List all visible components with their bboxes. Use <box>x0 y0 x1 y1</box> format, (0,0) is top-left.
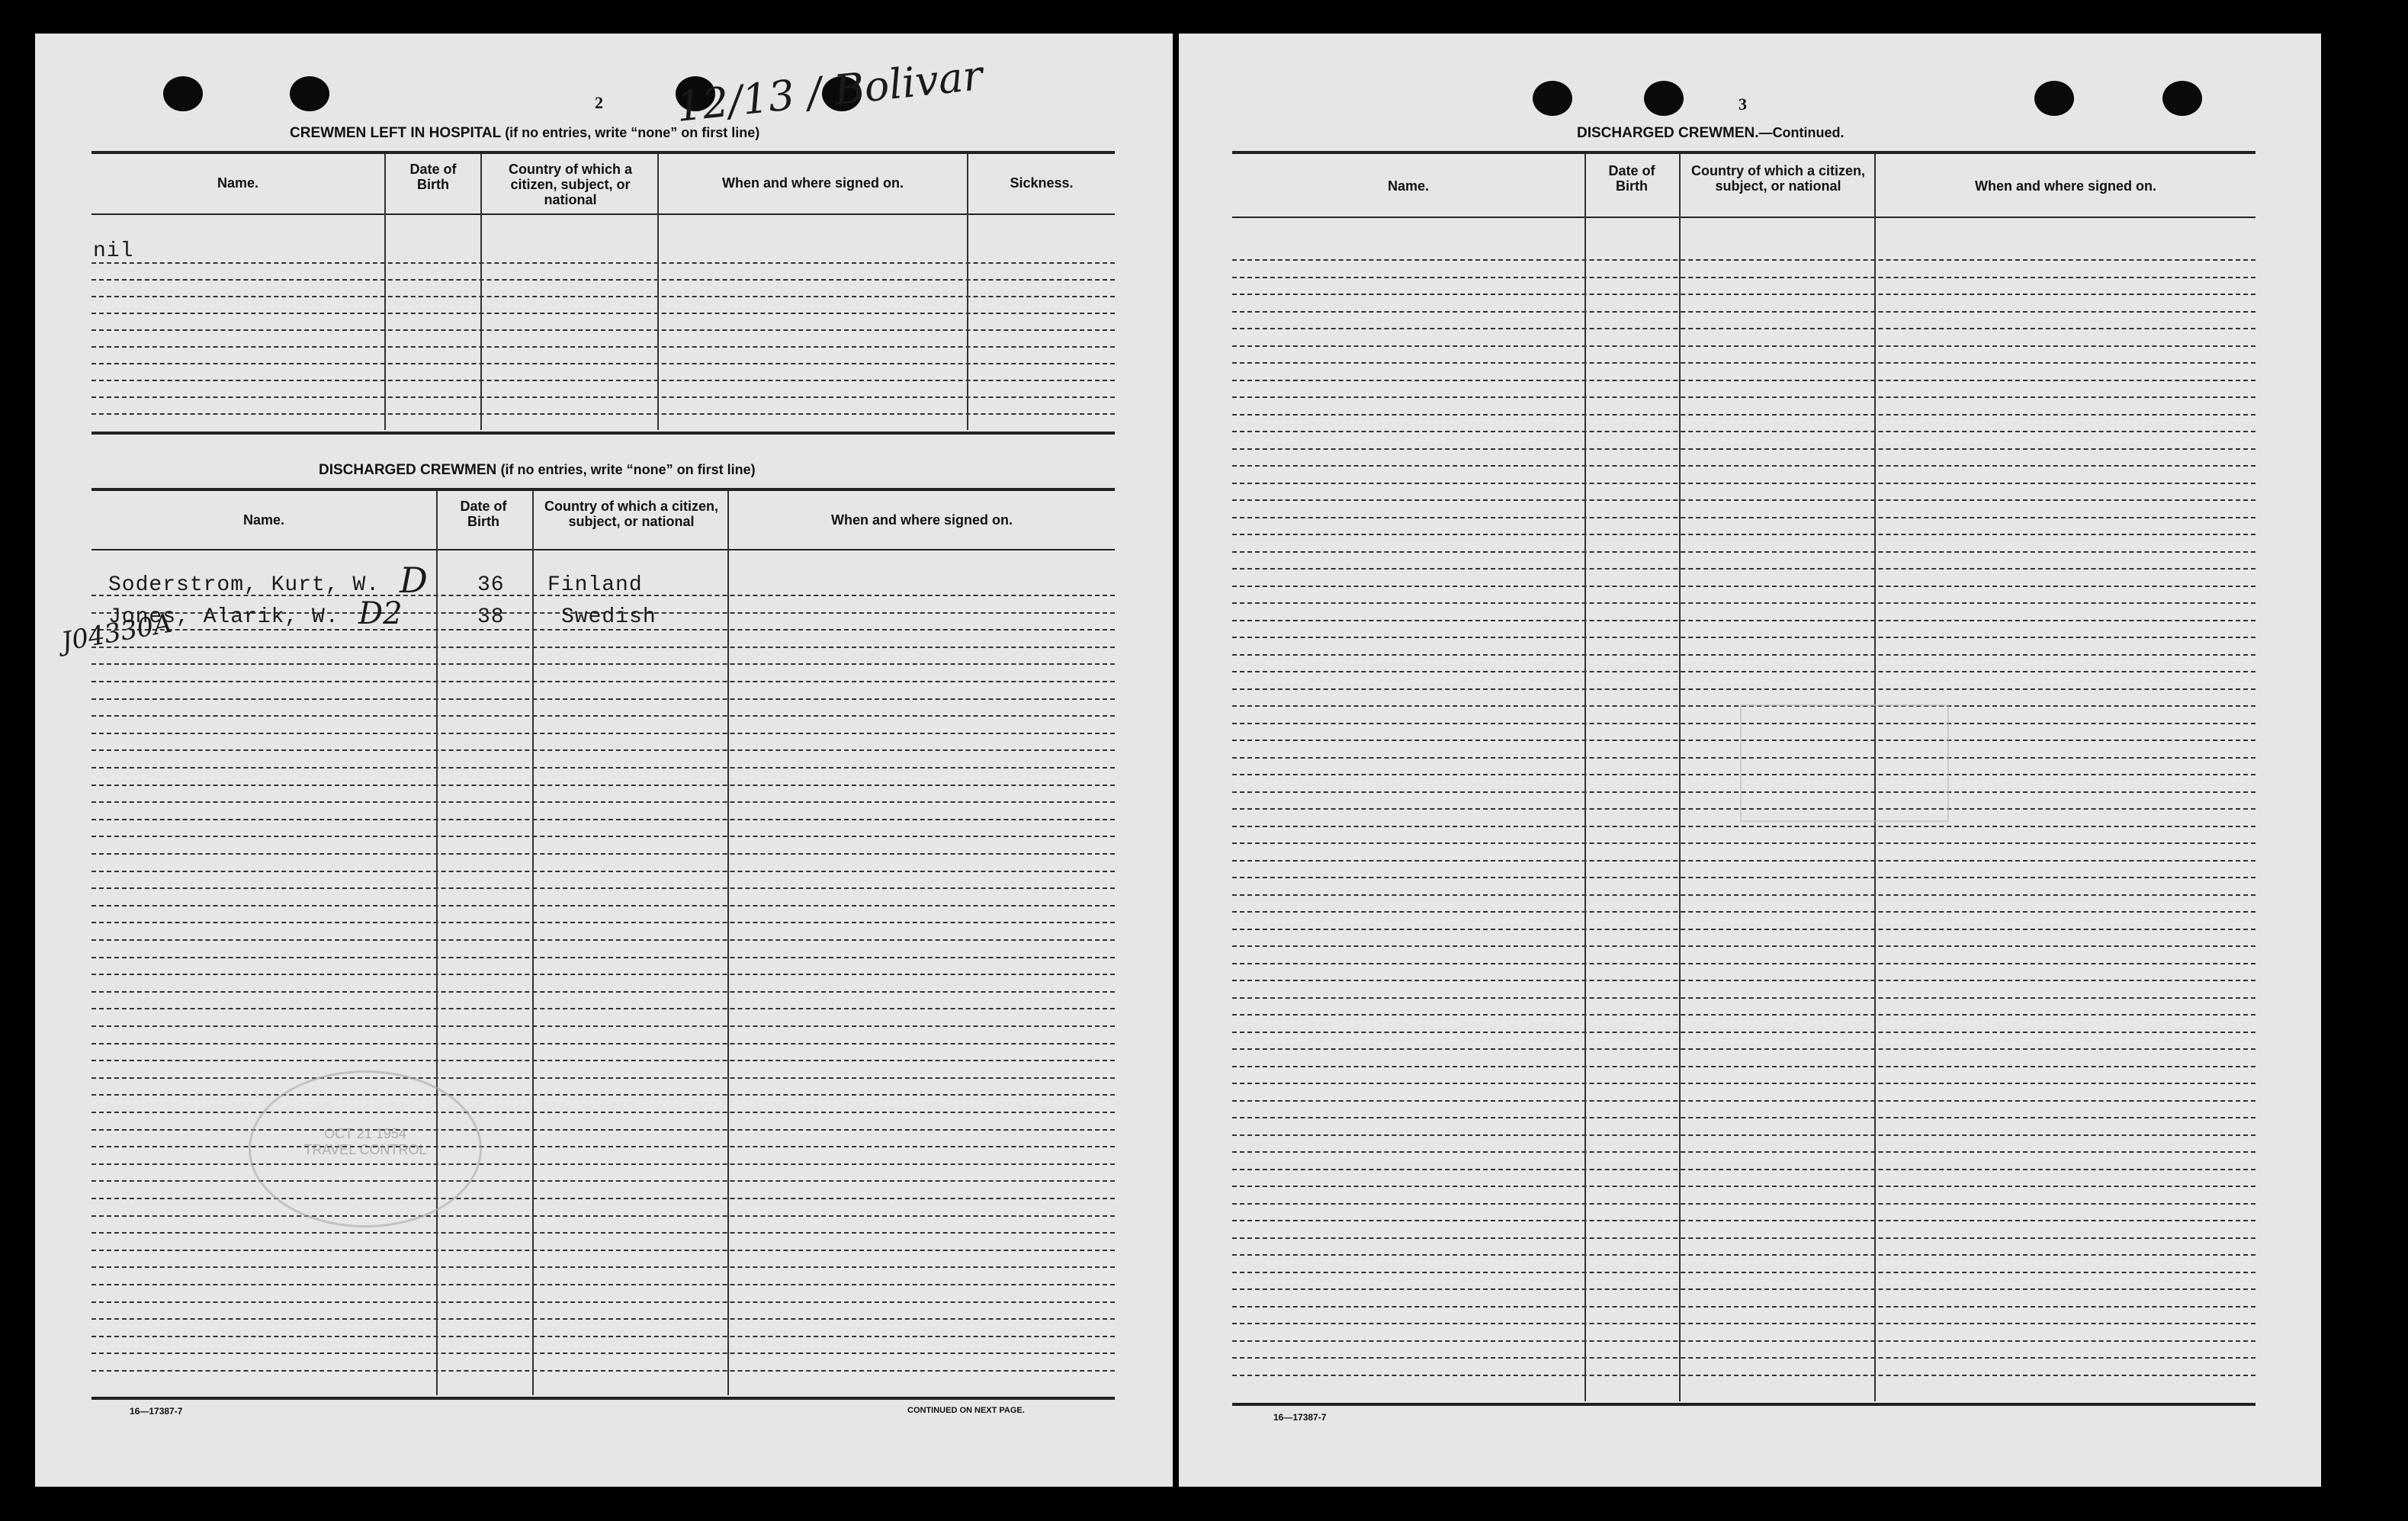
ruled-line <box>1232 602 2255 604</box>
header-bottom-rule <box>1232 217 2255 218</box>
ruled-line <box>1232 517 2255 518</box>
ruled-line <box>92 715 1115 717</box>
ruled-line <box>92 1266 1115 1268</box>
ruled-line <box>92 819 1115 820</box>
ruled-line <box>92 922 1115 923</box>
ruled-line <box>92 905 1115 907</box>
ruled-line <box>1232 380 2255 381</box>
ruled-line <box>1232 1203 2255 1205</box>
continued-note: CONTINUED ON NEXT PAGE. <box>907 1406 1025 1415</box>
ruled-line <box>92 1336 1115 1337</box>
ruled-line <box>92 957 1115 958</box>
ruled-line <box>92 663 1115 665</box>
ruled-line <box>92 1094 1115 1096</box>
ruled-line <box>1232 688 2255 690</box>
column-header-date-of-birth: Date of Birth <box>1608 163 1655 194</box>
column-divider <box>480 154 482 430</box>
ruled-line <box>1232 877 2255 878</box>
ruled-line <box>92 974 1115 975</box>
ruled-line <box>1232 620 2255 621</box>
crew-dob: 38 <box>477 605 505 629</box>
discharged-section-title: DISCHARGED CREWMEN (if no entries, write “none” on first line) <box>319 462 756 478</box>
left-page <box>35 34 1173 1487</box>
ruled-line <box>1232 1288 2255 1290</box>
column-header-signed-on: When and where signed on. <box>721 175 904 191</box>
ruled-line <box>1232 1014 2255 1016</box>
column-header-name: Name. <box>242 512 285 528</box>
column-divider <box>1584 154 1586 1401</box>
table-top-rule <box>92 488 1115 491</box>
ruled-line <box>1232 551 2255 553</box>
punch-hole <box>1533 81 1572 116</box>
ruled-line <box>92 1215 1115 1217</box>
ruled-line <box>92 346 1115 348</box>
column-header-date-of-birth: Date of Birth <box>460 499 507 529</box>
ruled-line <box>92 1250 1115 1251</box>
ruled-line <box>1232 311 2255 313</box>
ruled-line <box>92 1163 1115 1165</box>
ruled-line <box>1232 568 2255 570</box>
ruled-line <box>1232 1186 2255 1187</box>
ruled-line <box>92 1112 1115 1113</box>
ruled-line <box>92 1008 1115 1009</box>
ruled-line <box>1232 654 2255 656</box>
ruled-line <box>1232 465 2255 467</box>
table-bottom-rule <box>92 1397 1115 1400</box>
ruled-line <box>1232 448 2255 450</box>
column-divider <box>532 491 534 1395</box>
ruled-line <box>1232 671 2255 672</box>
ruled-line <box>92 853 1115 855</box>
ruled-line <box>92 1077 1115 1079</box>
ruled-line <box>1232 345 2255 347</box>
punch-hole <box>290 76 329 111</box>
ruled-line <box>1232 1066 2255 1067</box>
ruled-line <box>1232 826 2255 827</box>
table-top-rule <box>92 151 1115 154</box>
ruled-line <box>92 262 1115 264</box>
column-header-country: Country of which a citizen, subject, or national <box>509 162 632 207</box>
ruled-line <box>92 1301 1115 1303</box>
ruled-line <box>92 1232 1115 1234</box>
ruled-line <box>1232 1032 2255 1033</box>
ruled-line <box>1232 396 2255 398</box>
ruled-line <box>1232 414 2255 416</box>
ruled-line <box>92 413 1115 415</box>
ruled-line <box>1232 980 2255 981</box>
hospital-entry: nil <box>93 239 134 263</box>
column-header-signed-on: When and where signed on. <box>1974 178 2157 194</box>
ruled-line <box>92 991 1115 993</box>
ruled-line <box>92 939 1115 941</box>
ruled-line <box>1232 860 2255 862</box>
ruled-line <box>1232 1306 2255 1308</box>
ruled-line <box>92 887 1115 889</box>
crew-dob: 36 <box>477 573 505 597</box>
ruled-line <box>92 1198 1115 1199</box>
crew-country: Finland <box>547 573 643 597</box>
handwritten-ship-note: 12/13 / Bolivar <box>673 51 985 131</box>
ruled-line <box>1232 1100 2255 1102</box>
header-bottom-rule <box>92 549 1115 550</box>
hospital-section-title: CREWMEN LEFT IN HOSPITAL (if no entries, write “none” on first line) <box>290 125 760 141</box>
ruled-line <box>92 1025 1115 1027</box>
crew-name: Jones, Alarik, W. <box>108 605 339 629</box>
table-top-rule <box>1232 151 2255 154</box>
ruled-line <box>1232 1134 2255 1136</box>
ruled-line <box>92 1284 1115 1285</box>
ruled-line <box>1232 842 2255 844</box>
ruled-line <box>92 647 1115 648</box>
ruled-line <box>92 1370 1115 1372</box>
ruled-line <box>1232 277 2255 278</box>
ruled-line <box>1232 499 2255 501</box>
form-number: 16—17387-7 <box>1273 1412 1327 1423</box>
ruled-line <box>1232 1254 2255 1256</box>
faded-stamp: OCT 21 1954 TRAVEL CONTROL <box>249 1070 482 1227</box>
ruled-line <box>1232 1357 2255 1359</box>
ruled-line <box>1232 362 2255 364</box>
ruled-line <box>92 1043 1115 1044</box>
ruled-line <box>1232 963 2255 964</box>
ruled-line <box>1232 1272 2255 1273</box>
ruled-line <box>1232 483 2255 484</box>
punch-hole <box>1644 81 1684 116</box>
ruled-line <box>1232 328 2255 329</box>
punch-hole <box>2034 81 2074 116</box>
column-divider <box>1679 154 1681 1401</box>
column-header-sickness: Sickness. <box>1010 175 1074 191</box>
column-divider <box>384 154 386 430</box>
ruled-line <box>92 871 1115 872</box>
column-header-country: Country of which a citizen, subject, or national <box>544 499 718 529</box>
ruled-line <box>92 681 1115 682</box>
margin-note: J04330A <box>59 608 175 658</box>
ruled-line <box>92 1318 1115 1320</box>
ruled-line <box>92 1146 1115 1147</box>
punch-hole <box>2162 81 2202 116</box>
ruled-line <box>1232 911 2255 913</box>
ruled-line <box>1232 1375 2255 1376</box>
ruled-line <box>92 279 1115 281</box>
page-number: 2 <box>595 93 603 112</box>
ruled-line <box>92 313 1115 314</box>
ruled-line <box>1232 259 2255 261</box>
ruled-line <box>1232 1323 2255 1324</box>
table-bottom-rule <box>1232 1403 2255 1406</box>
column-header-date-of-birth: Date of Birth <box>409 162 457 192</box>
crew-name: Soderstrom, Kurt, W. <box>108 573 380 597</box>
column-divider <box>727 491 729 1395</box>
ruled-line <box>1232 1340 2255 1342</box>
ruled-line <box>92 749 1115 751</box>
crew-country: Swedish <box>561 605 657 629</box>
column-divider <box>436 491 438 1395</box>
ruled-line <box>92 396 1115 398</box>
column-header-name: Name. <box>1387 178 1430 194</box>
right-page <box>1179 34 2321 1487</box>
faded-stamp <box>1740 704 1949 822</box>
ruled-line <box>92 698 1115 700</box>
ruled-line <box>1232 1169 2255 1170</box>
ruled-line <box>1232 637 2255 638</box>
ruled-line <box>92 363 1115 364</box>
ruled-line <box>92 629 1115 631</box>
ruled-line <box>1232 431 2255 432</box>
ruled-line <box>1232 945 2255 947</box>
ruled-line <box>92 1060 1115 1061</box>
column-header-name: Name. <box>217 175 259 191</box>
page-number: 3 <box>1739 95 1747 114</box>
ruled-line <box>92 767 1115 769</box>
ruled-line <box>1232 1237 2255 1239</box>
ruled-line <box>92 1129 1115 1131</box>
ruled-line <box>92 380 1115 381</box>
ruled-line <box>92 329 1115 331</box>
discharged-continued-title: DISCHARGED CREWMEN.—Continued. <box>1577 125 1845 141</box>
ruled-line <box>92 1353 1115 1354</box>
ruled-line <box>1232 894 2255 896</box>
ruled-line <box>92 1180 1115 1182</box>
column-divider <box>657 154 659 430</box>
ruled-line <box>92 836 1115 837</box>
table-bottom-rule <box>92 432 1115 435</box>
ruled-line <box>92 785 1115 786</box>
column-divider <box>967 154 968 430</box>
punch-hole <box>163 76 203 111</box>
ruled-line <box>1232 294 2255 295</box>
column-header-signed-on: When and where signed on. <box>830 512 1013 528</box>
ruled-line <box>92 801 1115 803</box>
ruled-line <box>1232 1220 2255 1221</box>
discharge-mark: D <box>400 560 428 601</box>
ruled-line <box>92 296 1115 297</box>
header-bottom-rule <box>92 213 1115 215</box>
discharge-mark: D2 <box>358 596 403 631</box>
ruled-line <box>1232 1117 2255 1118</box>
ruled-line <box>1232 534 2255 535</box>
ruled-line <box>1232 1083 2255 1084</box>
ruled-line <box>92 733 1115 734</box>
ruled-line <box>1232 1048 2255 1050</box>
ruled-line <box>1232 929 2255 930</box>
column-header-country: Country of which a citizen, subject, or national <box>1690 163 1865 194</box>
ruled-line <box>1232 586 2255 587</box>
ruled-line <box>1232 997 2255 999</box>
ruled-line <box>1232 1151 2255 1153</box>
form-number: 16—17387-7 <box>130 1406 183 1417</box>
